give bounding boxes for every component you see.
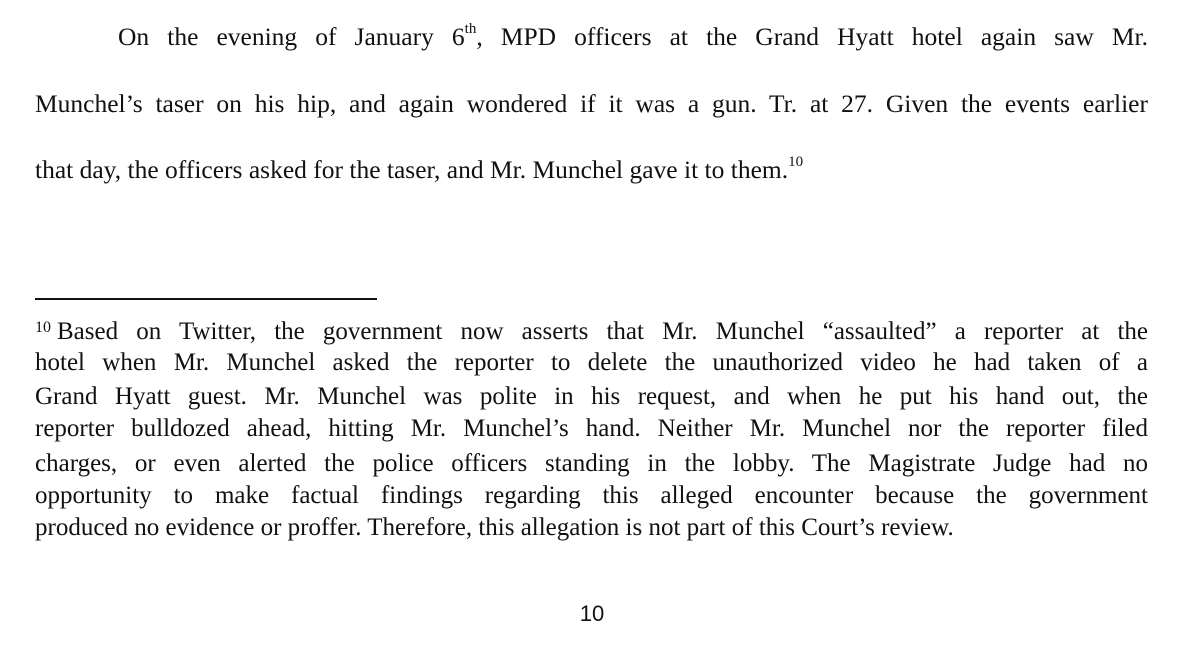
body-paragraph-line-2: Munchel’s taser on his hip, and again wondered if it was a gun. Tr. at 27. Given the events earlier xyxy=(35,89,1148,118)
footnote-separator xyxy=(35,298,377,300)
footnote-line-5: charges, or even alerted the police officers standing in the lobby. The Magistrate Judge had no xyxy=(35,450,1148,477)
body-paragraph-line-1 xyxy=(118,22,1148,52)
footnote-line-4: reporter bulldozed ahead, hitting Mr. Munchel’s hand. Neither Mr. Munchel nor the reporter filed xyxy=(35,415,1148,442)
footnote-line-1 xyxy=(35,317,1148,347)
footnote-line-2: hotel when Mr. Munchel asked the reporter to delete the unauthorized video he had taken of a xyxy=(35,349,1148,376)
body-text: On the evening of January 6 xyxy=(118,22,465,51)
footnote-line-7: produced no evidence or proffer. Therefore, this allegation is not part of this Court’s review. xyxy=(35,514,954,541)
body-paragraph-line-3 xyxy=(35,155,1148,185)
footnote-line-3: Grand Hyatt guest. Mr. Munchel was polite in his request, and when he put his hand out, the xyxy=(35,383,1148,410)
ordinal-superscript: th xyxy=(464,21,477,37)
footnote-marker: 10 xyxy=(35,319,51,336)
footnote-reference[interactable]: 10 xyxy=(788,154,804,170)
page-number: 10 xyxy=(579,601,605,626)
body-text: that day, the officers asked for the taser, and Mr. Munchel gave it to them. xyxy=(35,155,789,184)
footnote-text: Based on Twitter, the government now asserts that Mr. Munchel “assaulted” a reporter at the xyxy=(57,318,1148,345)
footnote-line-6: opportunity to make factual findings regarding this alleged encounter because the government xyxy=(35,482,1148,509)
body-text: , MPD officers at the Grand Hyatt hotel again saw Mr. xyxy=(476,22,1148,51)
